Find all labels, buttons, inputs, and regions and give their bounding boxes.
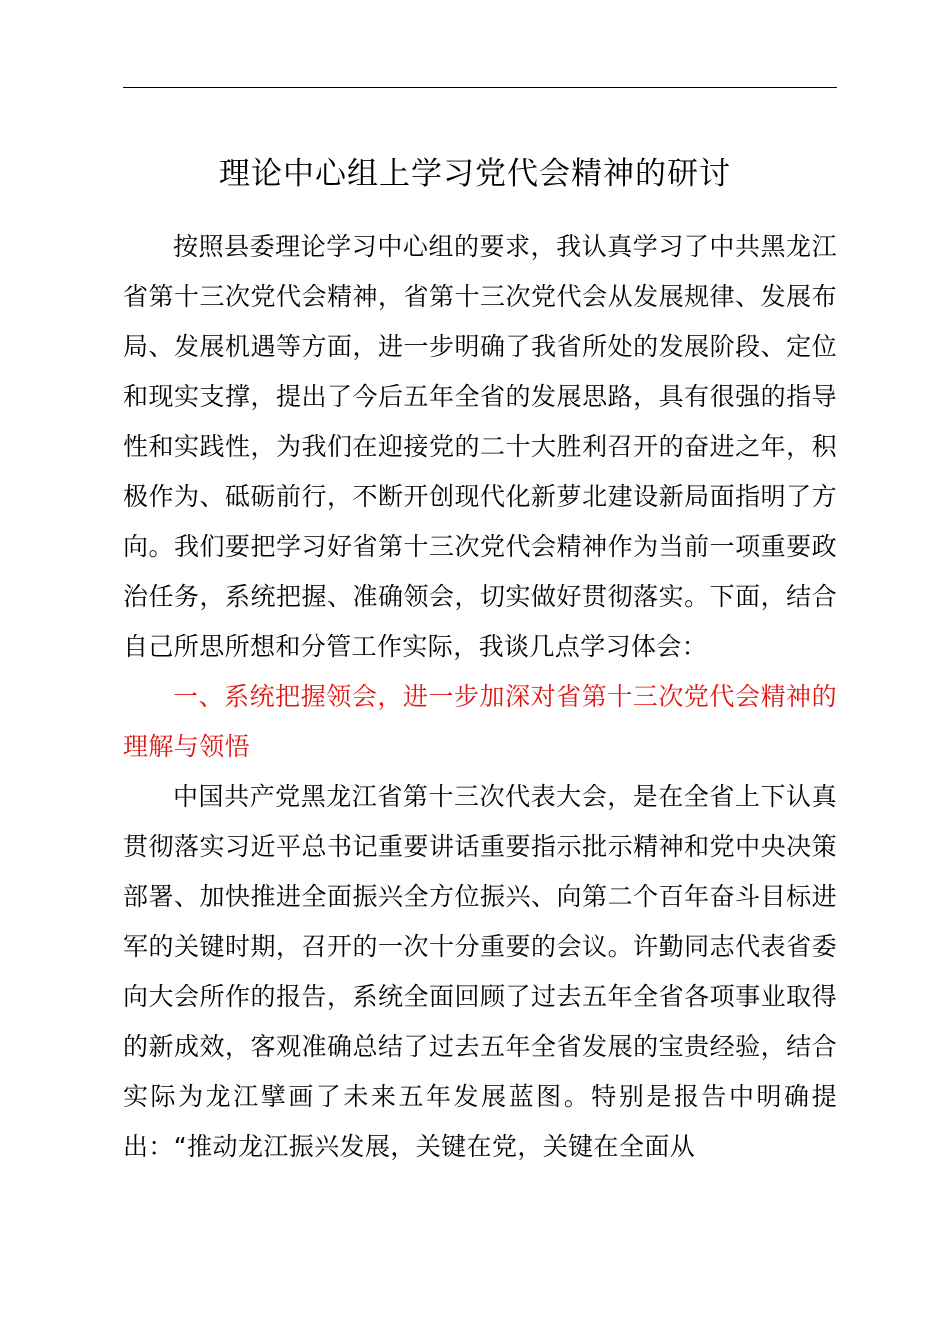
section-1-paragraph: 中国共产党黑龙江省第十三次代表大会，是在全省上下认真贯彻落实习近平总书记重要讲话重要指示批示精神和党中央决策部署、加快推进全面振兴全方位振兴、向第二个百年奋斗目标进军的关键时期，召开的一次十分重要的会议。许勤同志代表省委向大会所作的报告，系统全面回顾了过去五年全省各项事业取得的新成效，客观准确总结了过去五年全省发展的宝贵经验，结合实际为龙江擘画了未来五年发展蓝图。特别是报告中明确提出：“推动龙江振兴发展，关键在党，关键在全面从 [123, 782, 837, 1161]
intro-paragraph: 按照县委理论学习中心组的要求，我认真学习了中共黑龙江省第十三次党代会精神，省第十三次党代会从发展规律、发展布局、发展机遇等方面，进一步明确了我省所处的发展阶段、定位和现实支撑，提出了今后五年全省的发展思路，具有很强的指导性和实践性，为我们在迎接党的二十大胜利召开的奋进之年，积极作为、砥砺前行，不断开创现代化新萝北建设新局面指明了方向。我们要把学习好省第十三次党代会精神作为当前一项重要政治任务，系统把握、准确领会，切实做好贯彻落实。下面，结合自己所思所想和分管工作实际，我谈几点学习体会： [123, 232, 837, 661]
document-title: 理论中心组上学习党代会精神的研讨 [219, 156, 731, 192]
section-heading-1: 一、系统把握领会，进一步加深对省第十三次党代会精神的理解与领悟 [123, 682, 837, 761]
document-body [123, 222, 837, 1172]
header-rule [123, 87, 837, 88]
